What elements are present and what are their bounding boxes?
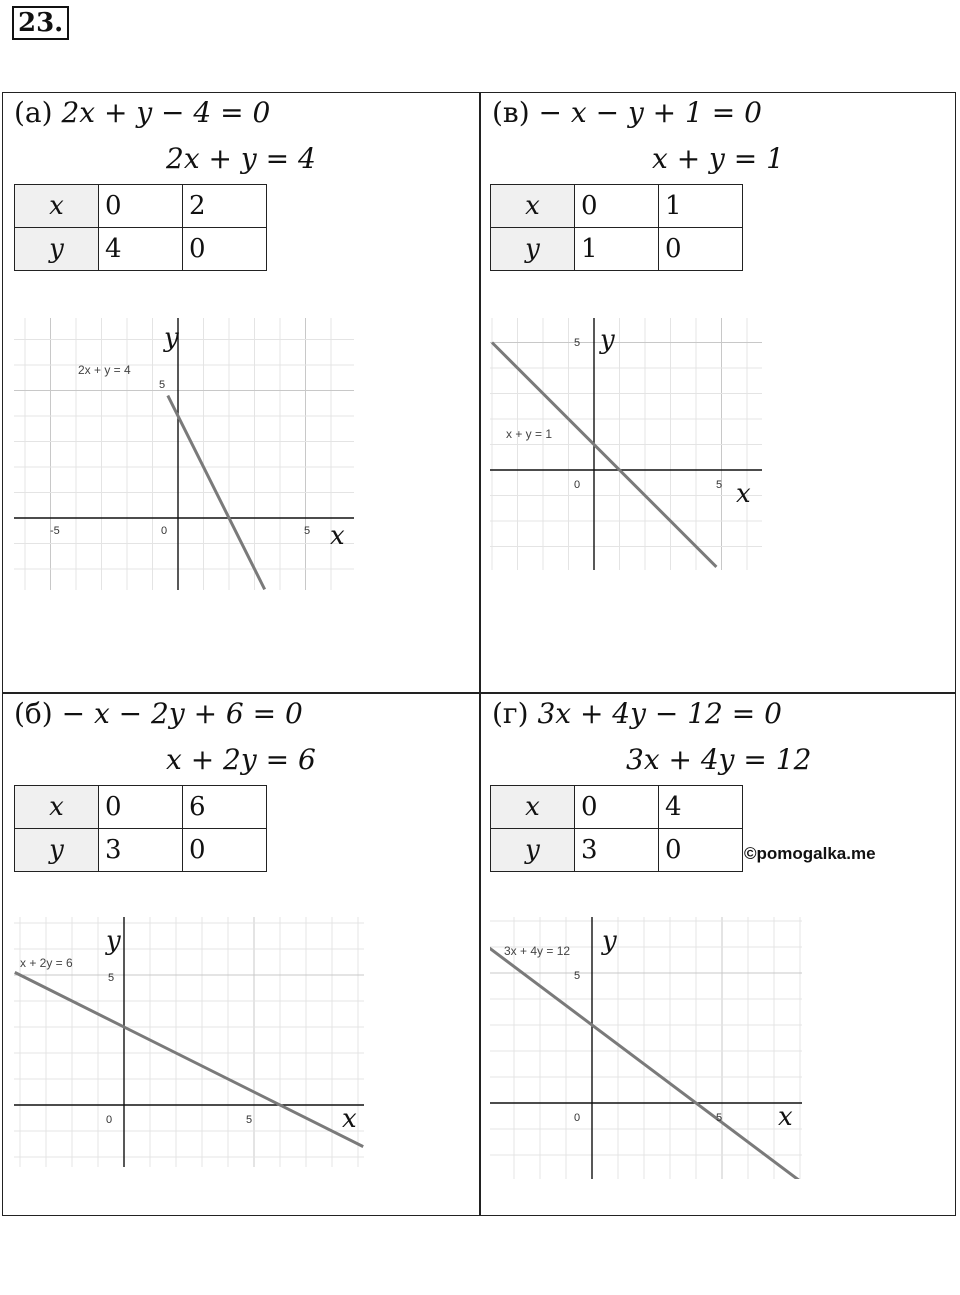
- y-value: 3: [99, 829, 183, 872]
- x-value: 4: [659, 786, 743, 829]
- graph-b: [14, 917, 364, 1171]
- x-value: 0: [99, 786, 183, 829]
- x-value: 1: [659, 185, 743, 228]
- graph-line: [490, 947, 800, 1179]
- table-row: [15, 786, 267, 829]
- y-axis-label: y: [164, 323, 179, 353]
- table-row: [491, 786, 743, 829]
- x-value: 0: [575, 786, 659, 829]
- equation-g: [492, 697, 782, 730]
- cell-label-a: (а): [14, 96, 53, 129]
- values-table-b: [14, 785, 267, 872]
- cell-v: [482, 94, 958, 694]
- x-axis-label: x: [330, 521, 345, 551]
- line-label: 2x + y = 4: [78, 363, 131, 377]
- tick-label: 5: [716, 479, 723, 491]
- y-value: 0: [183, 829, 267, 872]
- simplified-equation-a: 2x + y = 4: [166, 142, 316, 175]
- tick-label: 0: [574, 479, 581, 491]
- tick-label: 0: [106, 1114, 113, 1126]
- y-header: y: [491, 829, 575, 872]
- y-value: 0: [659, 228, 743, 271]
- task-number: 23.: [12, 6, 69, 40]
- watermark: ©pomogalka.me: [744, 844, 876, 863]
- equation-text-v: − x − y + 1 = 0: [538, 96, 762, 129]
- equation-b: [14, 697, 303, 730]
- x-header: x: [15, 786, 99, 829]
- values-table-v: [490, 184, 743, 271]
- table-row: [15, 185, 267, 228]
- equation-text-g: 3x + 4y − 12 = 0: [537, 697, 782, 730]
- tick-label: 5: [716, 1112, 723, 1124]
- y-axis-label: y: [106, 926, 121, 956]
- y-value: 1: [575, 228, 659, 271]
- tick-label: 0: [161, 525, 168, 537]
- graph-line: [15, 972, 363, 1146]
- line-label: x + y = 1: [506, 427, 553, 441]
- cell-label-v: (в): [492, 96, 530, 129]
- simplified-equation-v: x + y = 1: [652, 142, 784, 175]
- y-value: 0: [183, 228, 267, 271]
- simplified-equation-g: 3x + 4y = 12: [626, 743, 812, 776]
- equation-a: [14, 96, 270, 129]
- table-row: [491, 228, 743, 271]
- tick-label: -5: [50, 525, 60, 537]
- x-axis-label: x: [736, 479, 751, 509]
- y-header: y: [15, 829, 99, 872]
- graph-line: [492, 343, 716, 567]
- x-value: 2: [183, 185, 267, 228]
- graph-canvas: [490, 318, 762, 570]
- graph-canvas: [490, 917, 802, 1179]
- equation-text-b: − x − 2y + 6 = 0: [61, 697, 303, 730]
- simplified-equation-b: x + 2y = 6: [166, 743, 316, 776]
- cell-a: [4, 94, 480, 694]
- tick-label: 5: [108, 972, 115, 984]
- equation-v: [492, 96, 762, 129]
- equation-text-a: 2x + y − 4 = 0: [61, 96, 271, 129]
- values-table-g: [490, 785, 743, 872]
- graph-a: [14, 318, 354, 594]
- cell-b: [4, 695, 480, 1295]
- table-row: [15, 228, 267, 271]
- tick-label: 5: [304, 525, 311, 537]
- x-header: x: [491, 185, 575, 228]
- x-header: x: [15, 185, 99, 228]
- y-axis-label: y: [600, 325, 615, 355]
- tick-label: 5: [574, 337, 581, 349]
- y-axis-label: y: [602, 926, 617, 956]
- tick-label: 0: [574, 1112, 581, 1124]
- y-header: y: [15, 228, 99, 271]
- graph-canvas: [14, 318, 354, 590]
- x-value: 0: [575, 185, 659, 228]
- y-value: 3: [575, 829, 659, 872]
- x-value: 0: [99, 185, 183, 228]
- table-row: [491, 185, 743, 228]
- y-value: 0: [659, 829, 743, 872]
- x-axis-label: x: [342, 1104, 357, 1134]
- values-table-a: [14, 184, 267, 271]
- tick-label: 5: [574, 970, 581, 982]
- x-header: x: [491, 786, 575, 829]
- line-label: 3x + 4y = 12: [504, 944, 571, 958]
- x-value: 6: [183, 786, 267, 829]
- table-row: [491, 829, 743, 872]
- tick-label: 5: [159, 379, 166, 391]
- y-value: 4: [99, 228, 183, 271]
- line-label: x + 2y = 6: [20, 956, 73, 970]
- table-row: [15, 829, 267, 872]
- tick-label: 5: [246, 1114, 253, 1126]
- graph-g: [490, 917, 802, 1183]
- y-header: y: [491, 228, 575, 271]
- graph-v: [490, 318, 762, 574]
- graph-canvas: [14, 917, 364, 1167]
- cell-label-b: (б): [14, 697, 53, 730]
- x-axis-label: x: [778, 1102, 793, 1132]
- cell-g: [482, 695, 958, 1295]
- cell-label-g: (г): [492, 697, 529, 730]
